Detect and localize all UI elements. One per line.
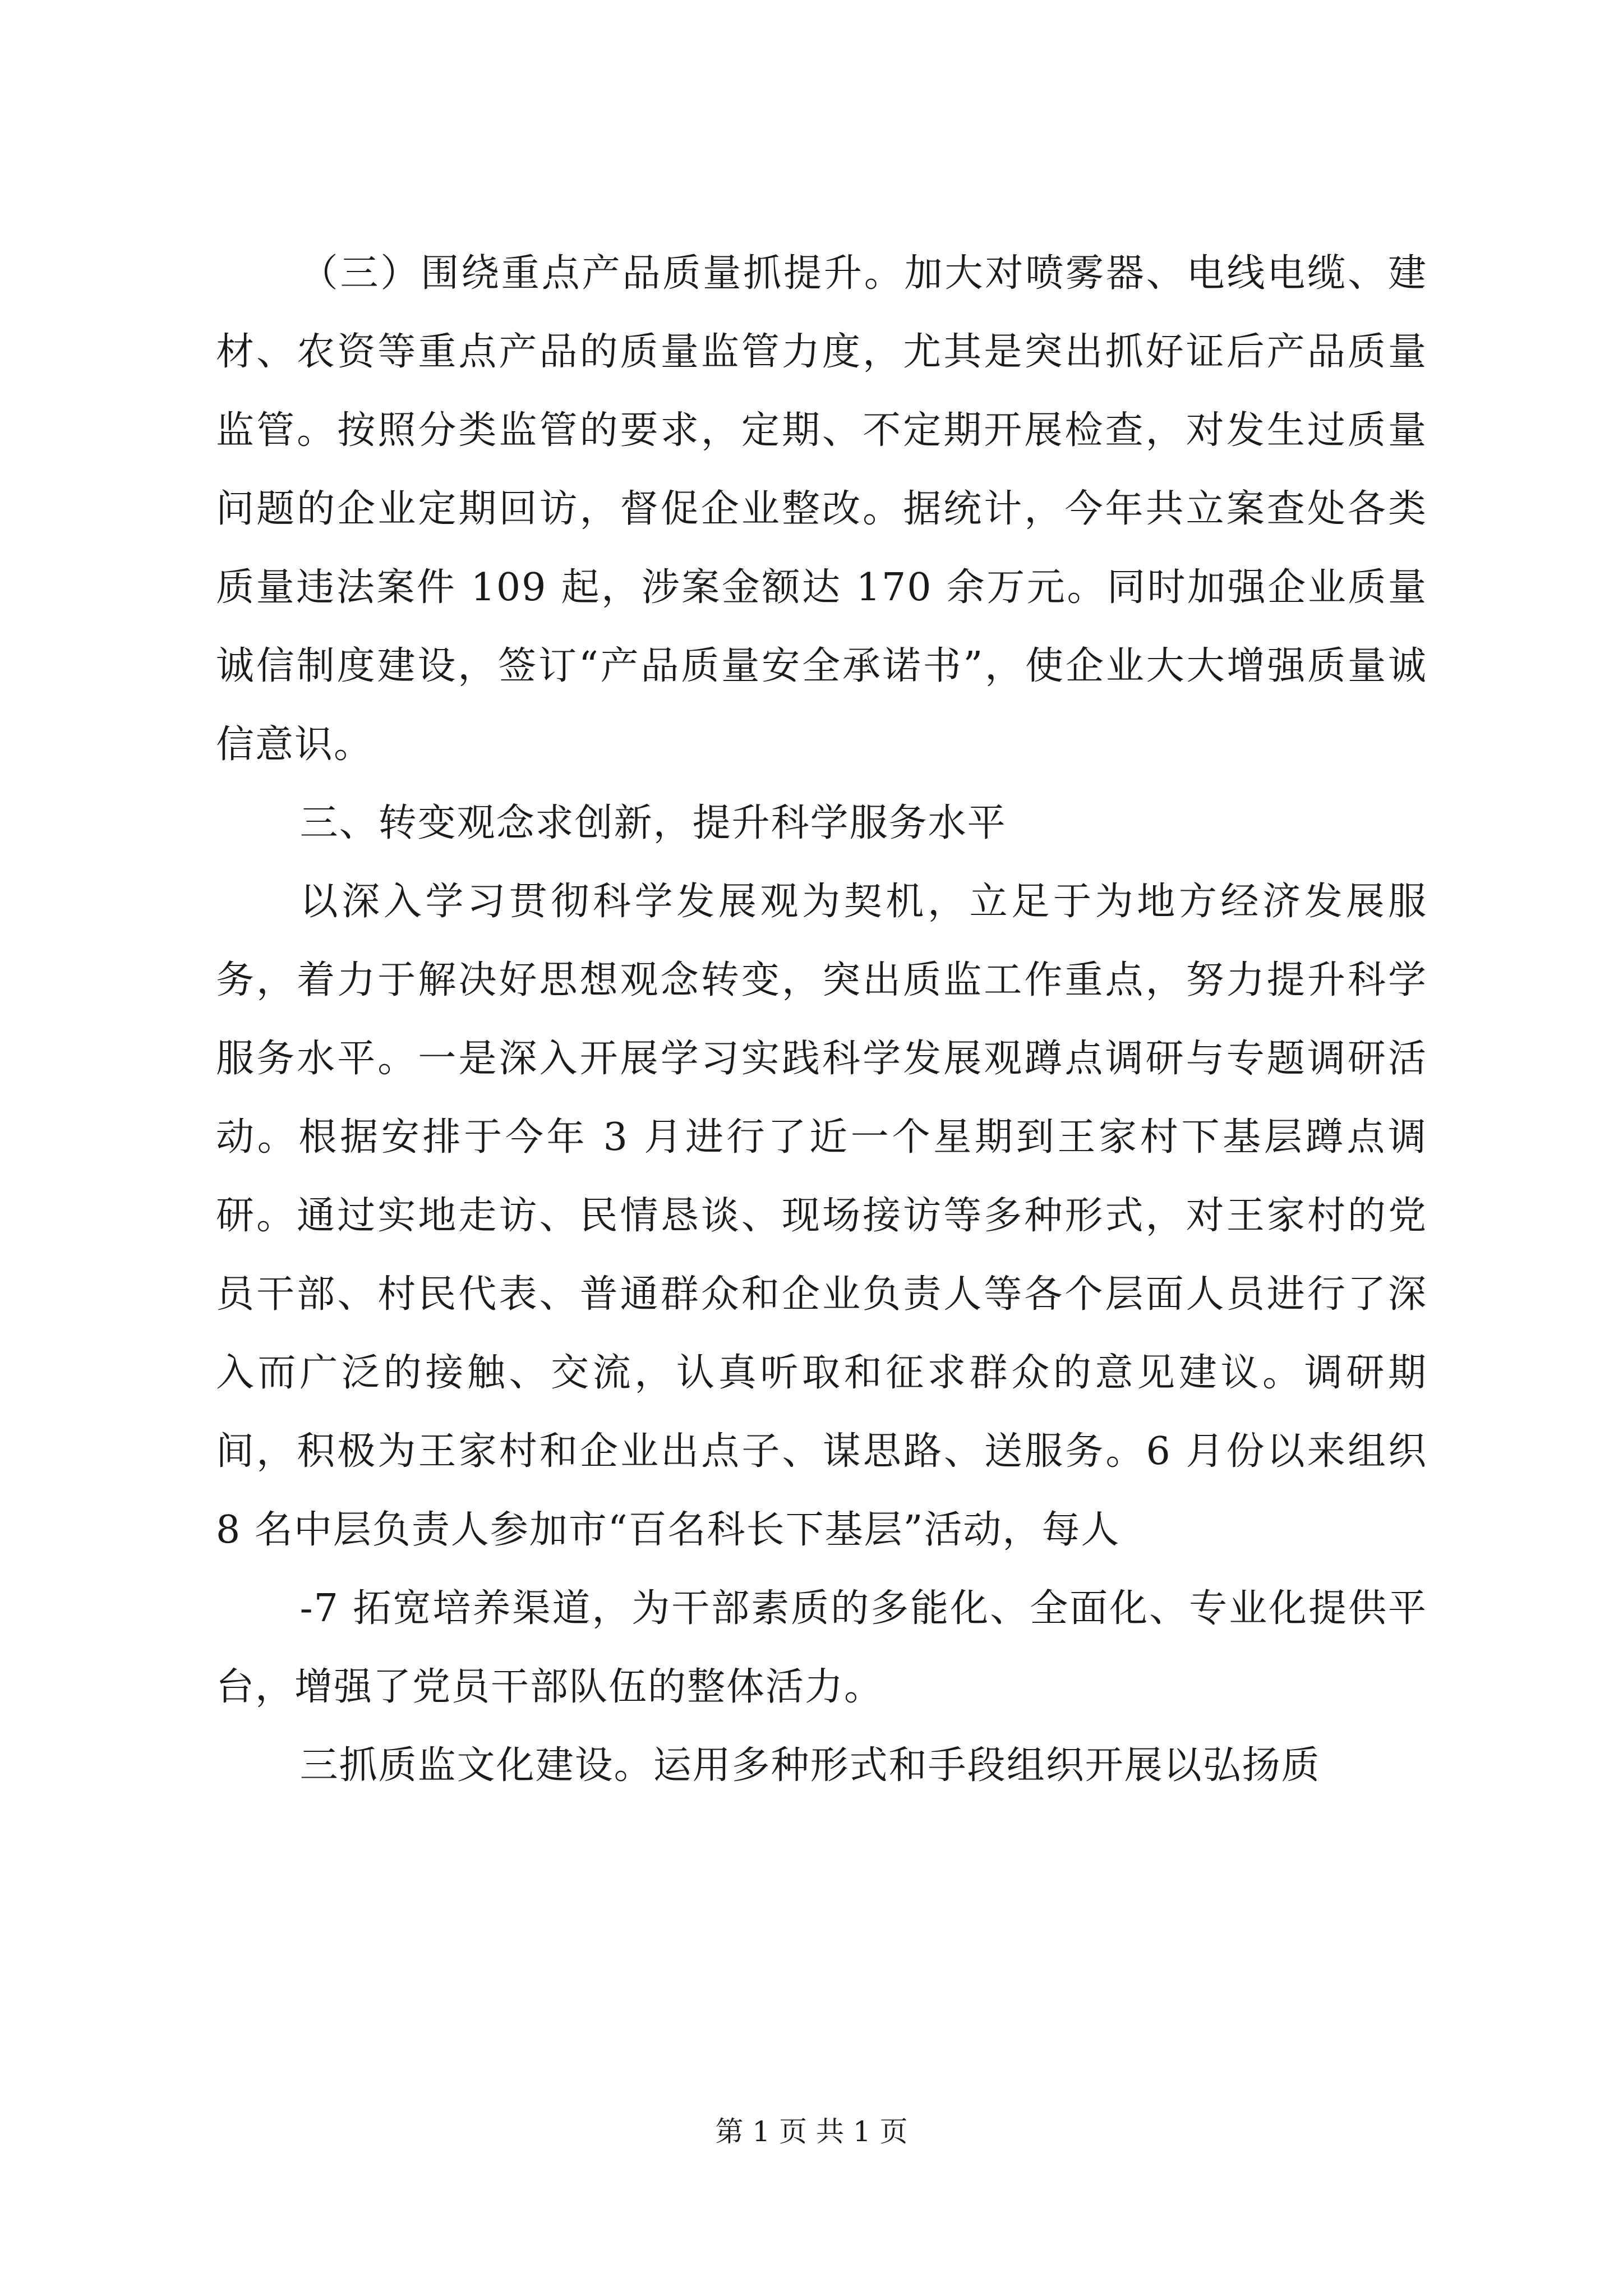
- document-body: [216, 234, 1427, 1805]
- page-number-footer: 第 1 页 共 1 页: [715, 2115, 908, 2148]
- paragraph-scientific-service: 以深入学习贯彻科学发展观为契机，立足于为地方经济发展服务，着力于解决好思想观念转变，突出质监工作重点，努力提升科学服务水平。一是深入开展学习实践科学发展观蹲点调研与专题调研活动。根据安排于今年 3 月进行了近一个星期到王家村下基层蹲点调研。通过实地走访、民情恳谈、现场接访等多种形式，对王家村的党员干部、村民代表、普通群众和企业负责人等各个层面人员进行了深入而广泛的接触、交流，认真听取和征求群众的意见建议。调研期间，积极为王家村和企业出点子、谋思路、送服务。6 月份以来组织 8 名中层负责人参加市“百名科长下基层”活动，每人: [216, 880, 1427, 1552]
- paragraph-training-channels: -7 拓宽培养渠道，为干部素质的多能化、全面化、专业化提供平台，增强了党员干部队伍的整体活力。: [216, 1586, 1427, 1709]
- paragraph-culture-building: 三抓质监文化建设。运用多种形式和手段组织开展以弘扬质: [299, 1743, 1321, 1788]
- section-heading-service: 三、转变观念求创新，提升科学服务水平: [299, 801, 1007, 845]
- paragraph-product-quality: （三）围绕重点产品质量抓提升。加大对喷雾器、电线电缆、建材、农资等重点产品的质量监管力度，尤其是突出抓好证后产品质量监管。按照分类监管的要求，定期、不定期开展检查，对发生过质量问题的企业定期回访，督促企业整改。据统计，今年共立案查处各类质量违法案件 109 起，涉案金额达 170 余万元。同时加强企业质量诚信制度建设，签订“产品质量安全承诺书”，使企业大大增强质量诚信意识。: [216, 251, 1427, 767]
